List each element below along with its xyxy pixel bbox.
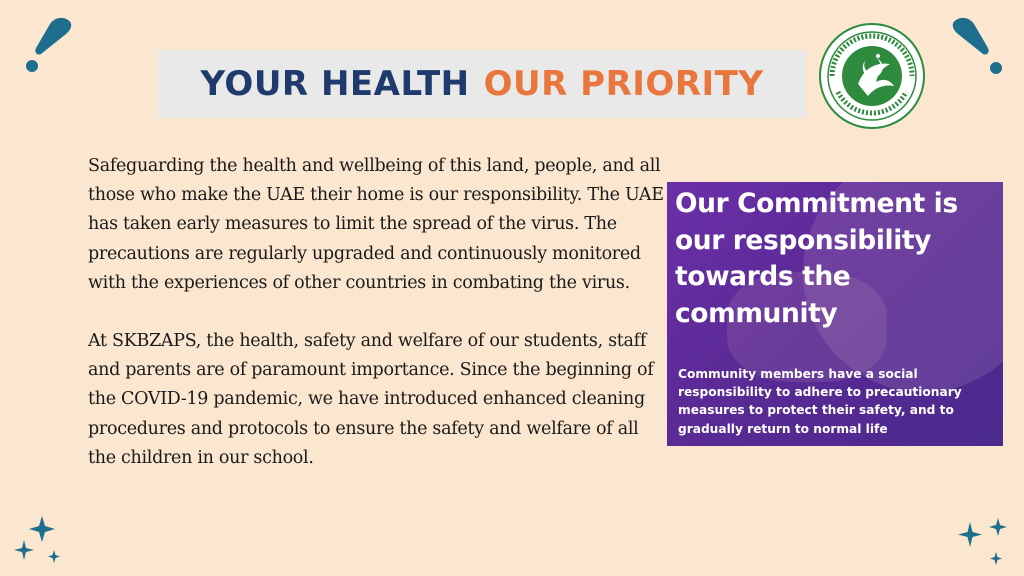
sparkle-right-icon (954, 514, 1014, 570)
body-text (88, 152, 668, 473)
commitment-card (667, 182, 1003, 446)
exclamation-right-icon (950, 14, 1014, 76)
card-headline: Our Commitment is our responsibility towards the community (675, 188, 958, 329)
paragraph-school: At SKBZAPS, the health, safety and welfare of our students, staff and parents are of paramount importance. Since the beginning of the COVID-19 pandemic, we have introduced enhanced cleaning procedures and protocols to ensure the safety and welfare of all the children in our school. (88, 331, 654, 468)
paragraph-intro: Safeguarding the health and wellbeing of this land, people, and all those who make the UAE their home is our responsibility. The UAE has taken early measures to limit the spread of the virus. The precautions are regularly upgraded and continuously monitored with the experiences of other countries in combating the virus. (88, 156, 664, 293)
school-crest-icon (818, 22, 926, 130)
banner-title-primary: YOUR HEALTH (200, 64, 470, 104)
exclamation-left-icon (10, 14, 74, 76)
card-subtext: Community members have a social responsibility to adhere to precautionary measures to protect their safety, and to gradually return to normal life (678, 367, 962, 436)
banner-title-accent: OUR PRIORITY (483, 64, 764, 104)
title-banner (158, 50, 806, 118)
sparkle-left-icon (10, 512, 70, 568)
